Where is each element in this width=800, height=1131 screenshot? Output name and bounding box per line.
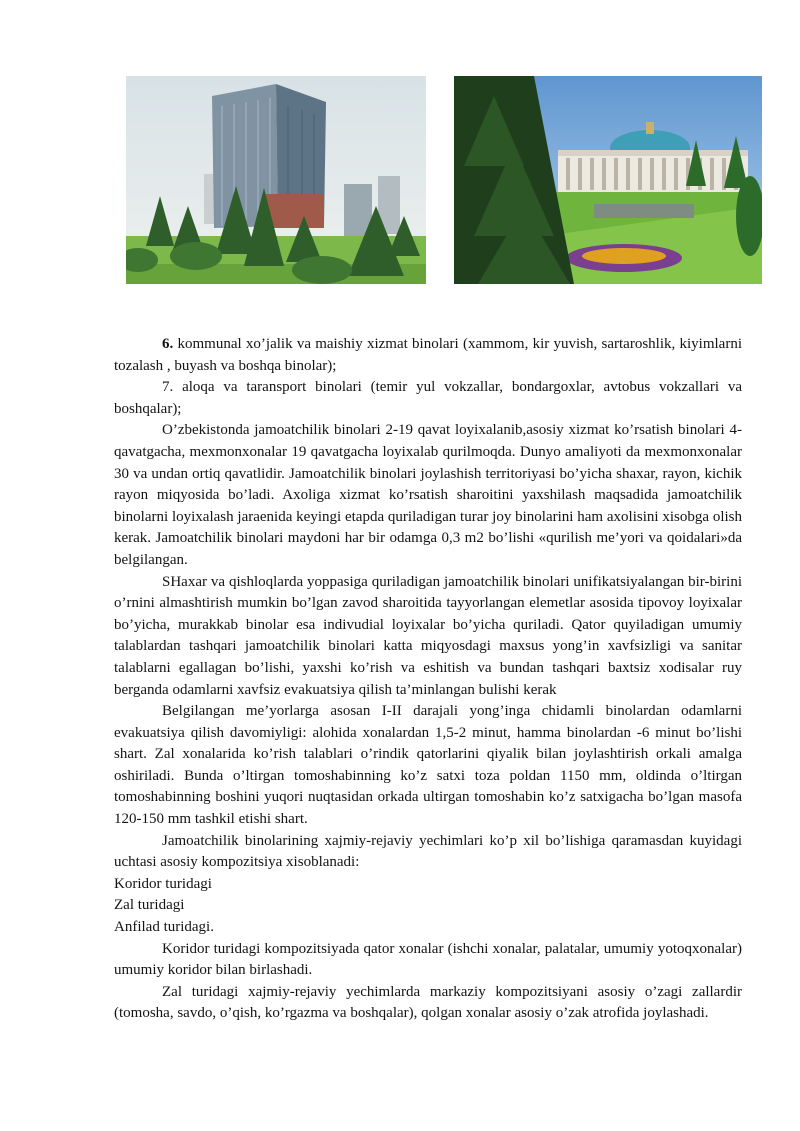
parliament-building-photo [454,76,762,284]
paragraph: Koridor turidagi kompozitsiyada qator xonalar (ishchi xonalar, palatalar, umumiy yotoqxonalar) umumiy koridor bilan birlashadi. [114,940,742,979]
list-number: 6. [162,336,174,352]
list-item: Zal turidagi [114,897,185,914]
paragraph: O’zbekistonda jamoatchilik binolari 2-19 qavat loyixalanib,asosiy xizmat ko’rsatish binolari 4-qavatgacha, mexmonxonalar 19 qavatgacha loyixalab qurilmoqda. Dunyo amaliyoti da mexmonxonalar 30 va undan ortiq qavatlidir. Jamoatchilik binolari joylashish territoriyasi bo’yicha shaxar, rayon, kichik rayon miqyosida bo’ladi. Axoliga xizmat ko’rsatish sharoitini yaxshilash maqsadida jamoatchilik binolarni loyixalash jaraenida keyingi etapda quriladigan turar joy binolarini ham axolisini xisobga olish kerak. Jamoatchilik binolari maydoni har bir odamga 0,3 m2 bo’lishi «qurilish me’yori va qoidalari»da belgilangan. [114,422,742,568]
list-item: Anfilad turidagi. [114,919,214,936]
paragraph-text: kommunal xo’jalik va maishiy xizmat binolari (xammom, kir yuvish, sartaroshlik, kiyimlarni tozalash , buyash va boshqa binolar); [114,336,742,374]
paragraph-item-7: 7. aloqa va taransport binolari (temir yul vokzallar, bondargoxlar, avtobus vokzallari va boshqalar); [114,379,742,417]
paragraph: Jamoatchilik binolarining xajmiy-rejaviy yechimlari ko’p xil bo’lishiga qaramasdan kuyidagi uchtasi asosiy kompozitsiya xisoblanadi: [114,832,742,871]
paragraph-item-6 [114,334,742,377]
paragraph: SHaxar va qishloqlarda yoppasiga quriladigan jamoatchilik binolari unifikatsiyalangan bir-birini o’rnini almashtirish mumkin bo’lgan zavod sharoitida tayyorlangan elemetlar asosida tipovoy loyixalar bo’yicha, murakkab binolar esa indivudial loyixalar bo’yicha quriladi. Qator quyiladigan umumiy talablardan tashqari jamoatchilik binolari katta miqyosdagi maxsus yong’in xavfsizligi va sanitar talablarni egallagan bo’lishi, yaxshi ko’rish va eshitish va bundan tashqari baxtsiz xodisalar ruy berganda odamlarni xavfsiz evakuatsiya qilish ta’minlangan bulishi kerak [114,573,742,698]
paragraph: Zal turidagi xajmiy-rejaviy yechimlarda markaziy kompozitsiyani asosiy o’zagi zallardir (tomosha, savdo, o’qish, ko’rgazma va boshqalar), qolgan xonalar asosiy o’zak atrofida joylashadi. [114,983,742,1022]
parliament-building-image [454,76,762,284]
government-building-photo [126,76,426,284]
government-building-image [126,76,426,284]
list-item: Koridor turidagi [114,875,212,892]
body-text [114,334,742,1025]
paragraph: Belgilangan me’yorlarga asosan I-II darajali yong’inga chidamli binolardan odamlarni evakuatsiya qilish davomiyligi: alohida xonalardan 1,5-2 minut, hamma binolardan -6 minut bo’lishi shart. Zal xonalarida ko’rish talablari o’rindik qatorlarini qiyalik bilan joylashtirish orkali amalga oshiriladi. Bunda o’ltirgan tomoshabinning ko’z satxi toza poldan 1150 mm, oldinda o’ltirgan tomoshabinning boshini yuqori nuqtasidan orkada ultirgan tomoshabin ko’z satxigacha bo’lgan masofa 120-150 mm tashkil etishi shart. [114,703,742,828]
